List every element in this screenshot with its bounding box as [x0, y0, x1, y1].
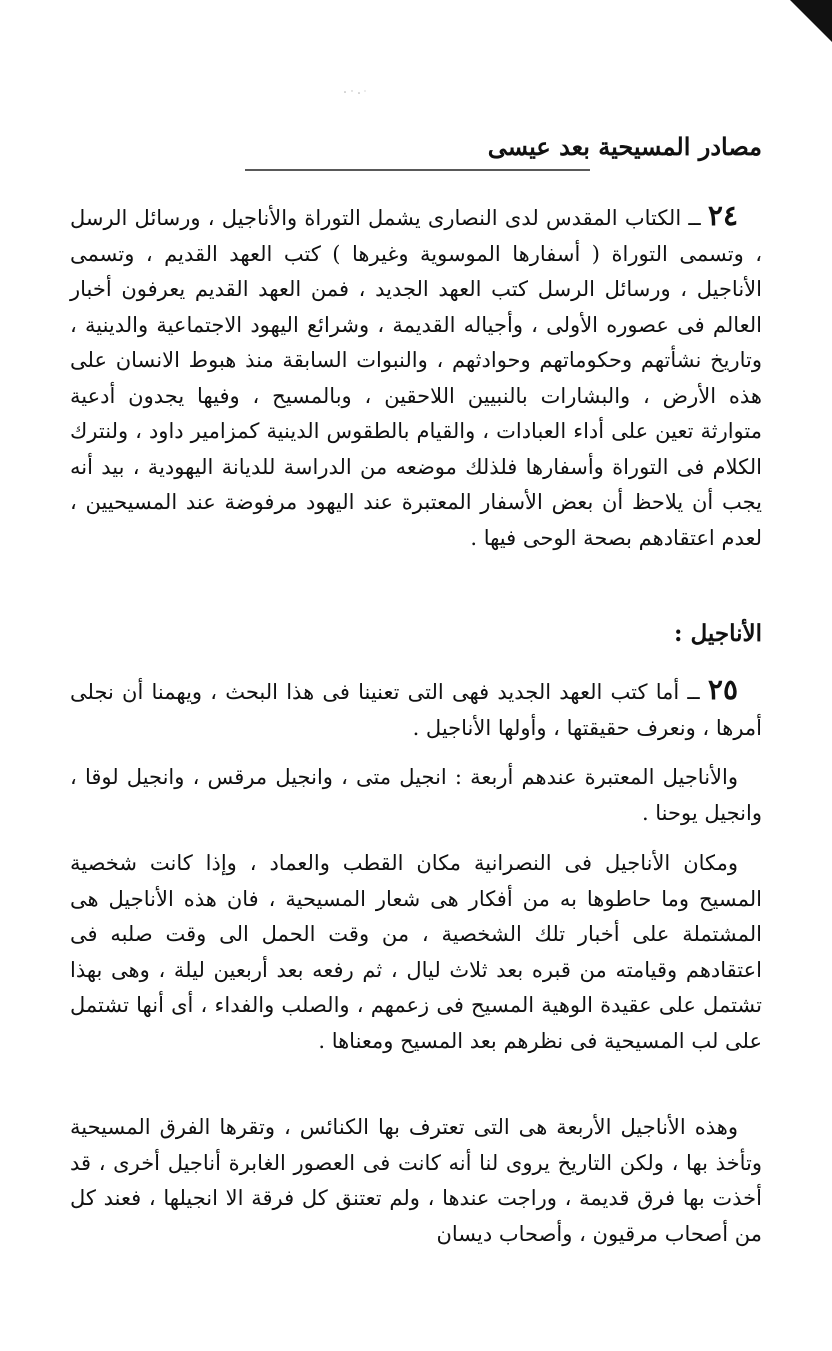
section-gospels-place — [70, 846, 762, 1059]
section-gospels-list — [70, 760, 762, 831]
scan-speckle — [340, 88, 370, 96]
paragraph-gospels-place: ومكان الأناجيل فى النصرانية مكان القطب والعماد ، وإذا كانت شخصية المسيح وما حاطوها به من أفكار هى شعار المسيحية ، فان هذه الأناجيل هى المشتملة على أخبار تلك الشخصية ، من وقت الحمل الى وقت صلبه فى اعتقادهم وقيامته من قبره بعد ثلاث ليال ، ثم رفعه بعد أربعين ليلة ، وهى بهذا تشتمل على عقيدة الوهية المسيح فى زعمهم ، والصلب والفداء ، أى أنها تشتمل على لب المسيحية فى نظرهم بعد المسيح ومعناها . — [70, 851, 762, 1053]
paragraph-four-gospels: وهذه الأناجيل الأربعة هى التى تعترف بها الكنائس ، وتقرها الفرق المسيحية وتأخذ بها ، ولكن التاريخ يروى لنا أنه كانت فى العصور الغابرة أناجيل أخرى ، قد أخذت بها فرق قديمة ، وراجت عندها ، ولم تعتنق كل فرقة الا انجيلها ، فعند كل من أصحاب مرقيون ، وأصحاب ديسان — [70, 1115, 762, 1246]
paragraph-25 — [70, 672, 762, 746]
paragraph-text: ــ الكتاب المقدس لدى النصارى يشمل التوراة والأناجيل ، ورسائل الرسل ، وتسمى التوراة ( أسفارها الموسوية وغيرها ) كتب العهد القديم ، وتسمى الأناجيل ، ورسائل الرسل كتب العهد الجديد ، فمن العهد القديم يعرفون أخبار العالم فى عصوره الأولى ، وأجياله القديمة ، وشرائع اليهود الاجتماعية والدينية ، وتاريخ نشأتهم وحكوماتهم وحوادثهم ، والنبوات السابقة منذ هبوط الانسان على هذه الأرض ، والبشارات بالنبيين اللاحقين ، وبالمسيح ، وفيها يجدون أدعية متوارثة تعين على أداء العبادات ، والقيام بالطقوس الدينية كمزامير داود ، ولنترك الكلام فى التوراة وأسفارها فلذلك موضعه من الدراسة للديانة اليهودية ، بيد أنه يجب أن يلاحظ أن بعض الأسفار المعتبرة عند اليهود مرفوضة عند المسيحيين ، لعدم اعتقادهم بصحة الوحى فيها . — [70, 206, 762, 550]
paragraph-gospels-list: والأناجيل المعتبرة عندهم أربعة : انجيل متى ، وانجيل مرقس ، وانجيل لوقا ، وانجيل يوحنا . — [70, 765, 762, 825]
page-title: مصادر المسيحية بعد عيسى — [487, 132, 762, 161]
subheading-gospels: الأناجيل : — [674, 620, 762, 647]
paragraph-number: ٢٤ — [707, 199, 738, 232]
section-four-gospels — [70, 1110, 762, 1252]
paragraph-24 — [70, 198, 762, 556]
page-corner-mark — [790, 0, 832, 42]
section-24 — [70, 198, 762, 556]
paragraph-text: ــ أما كتب العهد الجديد فهى التى تعنينا فى هذا البحث ، ويهمنا أن نجلى أمرها ، ونعرف حقيقتها ، وأولها الأناجيل . — [70, 680, 762, 740]
paragraph-number: ٢٥ — [707, 673, 738, 706]
section-25 — [70, 672, 762, 746]
title-underline — [70, 168, 762, 172]
